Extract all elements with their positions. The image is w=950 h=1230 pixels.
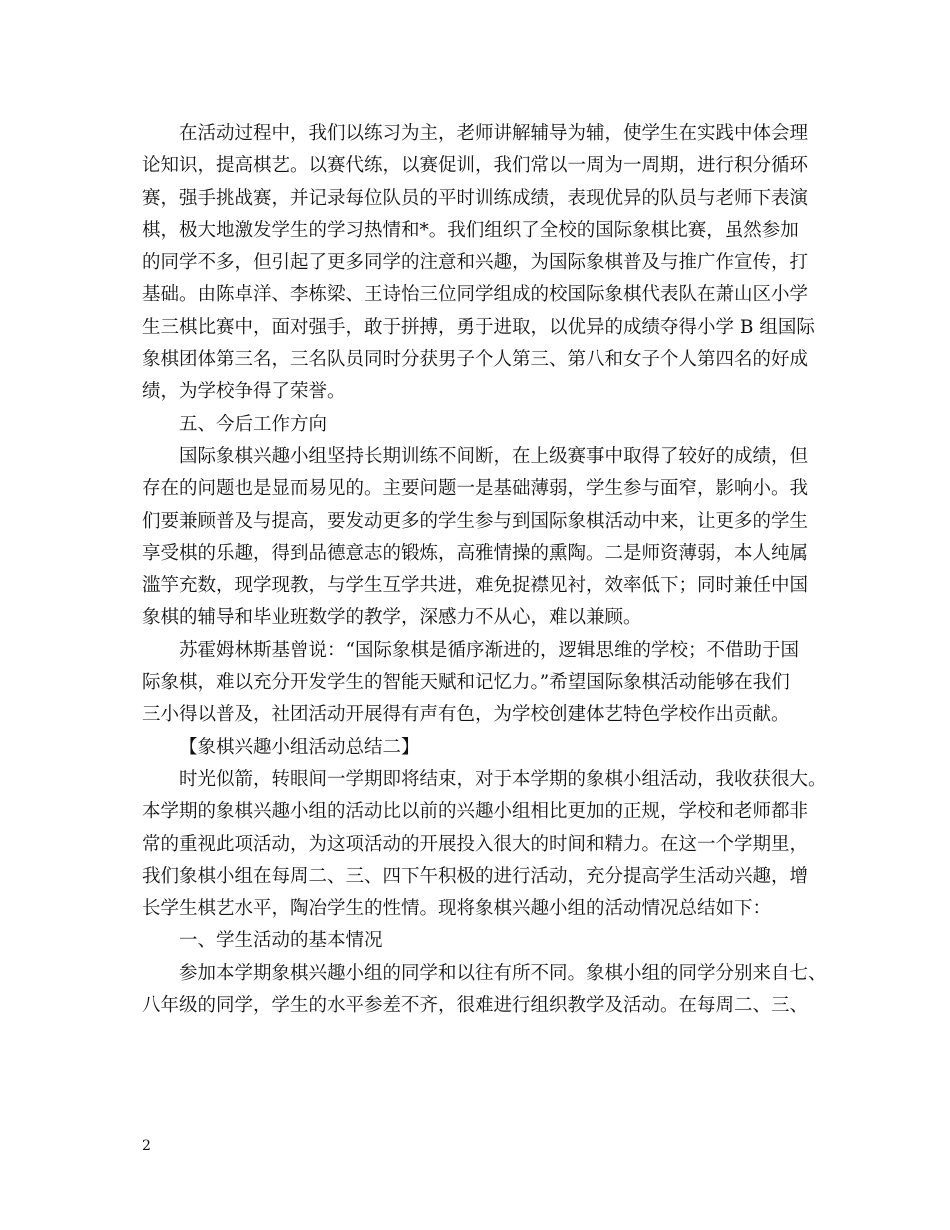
text-line: 们要兼顾普及与提高，要发动更多的学生参与到国际象棋活动中来，让更多的学生 [142,510,809,532]
text-line: 三小得以普及，社团活动开展得有声有色，为学校创建体艺特色学校作出贡献。 [142,704,790,726]
text-line: 五、今后工作方向 [179,413,328,435]
text-line: 棋，极大地激发学生的学习热情和*。我们组织了全校的国际象棋比赛，虽然参加 [142,219,799,241]
text-line: 八年级的同学，学生的水平参差不齐，很难进行组织教学及活动。在每周二、三、 [142,995,809,1017]
text-line: 象棋团体第三名，三名队员同时分获男子个人第三、第八和女子个人第四名的好成 [142,349,809,371]
text-line: 长学生棋艺水平，陶冶学生的性情。现将象棋兴趣小组的活动情况总结如下： [142,898,772,920]
text-line: 常的重视此项活动，为这项活动的开展投入很大的时间和精力。在这一个学期里， [142,833,809,855]
text-line: 象棋的辅导和毕业班数学的教学，深感力不从心，难以兼顾。 [142,607,642,629]
text-line: 【象棋兴趣小组活动总结二】 [179,736,420,758]
text-line: 赛，强手挑战赛，并记录每位队员的平时训练成绩，表现优异的队员与老师下表演 [142,187,809,209]
text-line: 的同学不多，但引起了更多同学的注意和兴趣，为国际象棋普及与推广作宣传，打 [142,252,809,274]
document-body [142,118,827,1022]
text-line: 际象棋，难以充分开发学生的智能天赋和记忆力。”希望国际象棋活动能够在我们 [142,672,790,694]
page-number: 2 [142,1138,151,1154]
text-line: 我们象棋小组在每周二、三、四下午积极的进行活动，充分提高学生活动兴趣，增 [142,865,809,887]
text-line: 时光似箭，转眼间一学期即将结束，对于本学期的象棋小组活动，我收获很大。 [179,768,827,790]
text-line: 基础。由陈卓洋、李栋梁、王诗怡三位同学组成的校国际象棋代表队在萧山区小学 [142,284,809,306]
text-line: 滥竽充数，现学现教，与学生互学共进，难免捉襟见衬，效率低下；同时兼任中国 [142,575,809,597]
text-line: 苏霍姆林斯基曾说：“国际象棋是循序渐进的，逻辑思维的学校；不借助于国 [179,639,799,661]
text-line: 本学期的象棋兴趣小组的活动比以前的兴趣小组相比更加的正规，学校和老师都非 [142,801,809,823]
text-line: 在活动过程中，我们以练习为主，老师讲解辅导为辅，使学生在实践中体会理 [179,123,809,144]
text-line: 论知识，提高棋艺。以赛代练，以赛促训，我们常以一周为一周期，进行积分循环 [142,155,809,177]
text-line: 国际象棋兴趣小组坚持长期训练不间断，在上级赛事中取得了较好的成绩，但 [179,445,809,467]
text-line: 生三棋比赛中，面对强手，敢于拼搏，勇于进取，以优异的成绩夺得小学 B 组国际 [142,316,815,338]
text-line: 存在的问题也是显而易见的。主要问题一是基础薄弱，学生参与面窄，影响小。我 [142,478,809,500]
text-line: 绩，为学校争得了荣誉。 [142,381,346,403]
text-line: 享受棋的乐趣，得到品德意志的锻炼，高雅情操的熏陶。二是师资薄弱，本人纯属 [142,542,809,564]
text-line: 参加本学期象棋兴趣小组的同学和以往有所不同。象棋小组的同学分别来自七、 [179,962,827,984]
text-line: 一、学生活动的基本情况 [179,930,383,952]
